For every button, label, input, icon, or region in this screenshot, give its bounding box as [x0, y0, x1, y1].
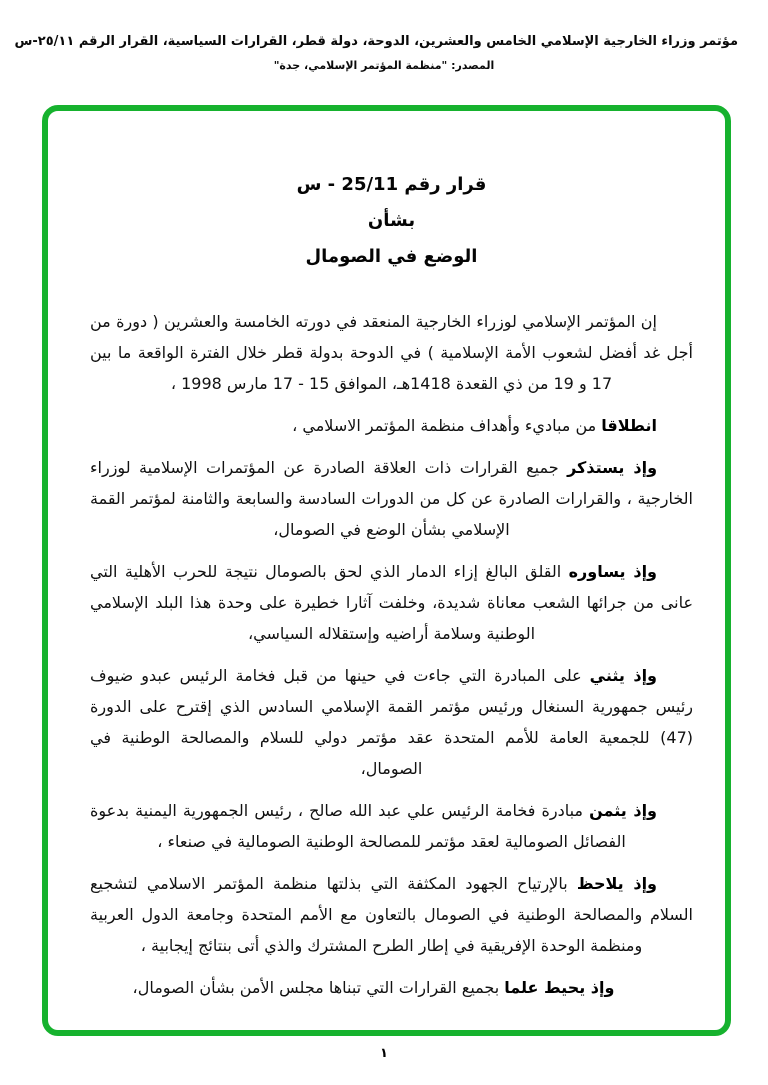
resolution-paragraphs [90, 306, 693, 1003]
paragraph-text: على المبادرة التي جاءت في حينها من قبل فخامة الرئيس عبدو ضيوف رئيس جمهورية السنغال ورئيس مؤتمر القمة الإسلامي السادس الذي إقترح على الدورة (47) للجمعية العامة للأمم المتحدة عقد مؤتمر دولي للسلام والمصالحة الوطنية في الصومال، [90, 666, 693, 778]
paragraph-lead: وإذ يثمن [589, 801, 657, 820]
paragraph-lead: وإذ يساوره [568, 562, 658, 581]
paragraph-recalling [90, 452, 693, 545]
resolution-body [48, 111, 725, 1030]
paragraph-text: بجميع القرارات التي تبناها مجلس الأمن بشأن الصومال، [132, 978, 505, 997]
paragraph-text: إن المؤتمر الإسلامي لوزراء الخارجية المنعقد في دورته الخامسة والعشرين ( دورة من أجل غد أفضل لشعوب الأمة الإسلامية ) في الدوحة بدولة قطر خلال الفترة الواقعة ما بين 17 و 19 من ذي القعدة 1418هـ، الموافق 15 - 17 مارس 1998 ، [90, 312, 693, 393]
page-number: ١ [380, 1046, 388, 1061]
paragraph-proceeding [90, 410, 693, 441]
paragraph-commending-initiative [90, 660, 693, 784]
paragraph-text: مبادرة فخامة الرئيس علي عبد الله صالح ، رئيس الجمهورية اليمنية بدعوة الفصائل الصومالية لعقد مؤتمر للمصالحة الوطنية الصومالية في صنعاء ، [90, 801, 626, 851]
paragraph-preamble [90, 306, 693, 399]
paragraph-lead: وإذ يستذكر [567, 458, 658, 477]
header-source-line: المصدر: "منظمة المؤتمر الإسلامي، جدة" [273, 59, 495, 72]
resolution-number-title: قرار رقم 25/11 - س [296, 174, 487, 195]
paragraph-lead: وإذ يلاحظ [576, 874, 658, 893]
header-citation-line: مؤتمر وزراء الخارجية الإسلامي الخامس والعشرين، الدوحة، دولة قطر، القرارات السياسية، القرار الرقم ٢٥/١١-س [14, 34, 738, 49]
paragraph-text: جميع القرارات ذات العلاقة الصادرة عن المؤتمرات الإسلامية لوزراء الخارجية ، والقرارات الصادرة عن كل من الدورات السادسة والسابعة والثامنة لمؤتمر القمة الإسلامي بشأن الوضع في الصومال، [90, 458, 693, 539]
paragraph-lead: وإذ يثني [589, 666, 658, 685]
green-border-frame [42, 105, 731, 1036]
paragraph-text: من مباديء وأهداف منظمة المؤتمر الاسلامي ، [292, 416, 602, 435]
document-header [14, 34, 738, 72]
paragraph-text: القلق البالغ إزاء الدمار الذي لحق بالصومال نتيجة للحرب الأهلية التي عانى من جرائها الشعب معاناة شديدة، وخلفت آثارا خطيرة على وحدة هذا البلد الإسلامي الوطنية وسلامة أراضيه وإستقلاله السياسي، [90, 562, 693, 643]
resolution-title-block [90, 167, 693, 275]
paragraph-lead: انطلاقا [601, 416, 657, 435]
paragraph-text: بالإرتياح الجهود المكثفة التي بذلتها منظمة المؤتمر الاسلامي لتشجيع السلام والمصالحة الوطنية في الصومال بالتعاون مع الأمم المتحدة وجامعة الدول العربية ومنظمة الوحدة الإفريقية في إطار الطرح المشترك والذي أتى بنتائج إيجابية ، [90, 874, 693, 955]
paragraph-noting-efforts [90, 868, 693, 961]
paragraph-concern [90, 556, 693, 649]
paragraph-taking-note [90, 972, 693, 1003]
paragraph-lead: وإذ يحيط علما [504, 978, 615, 997]
paragraph-appreciating-initiative [90, 795, 693, 857]
resolution-subject-title: الوضع في الصومال [305, 246, 478, 267]
resolution-regarding-label: بشأن [367, 210, 416, 231]
